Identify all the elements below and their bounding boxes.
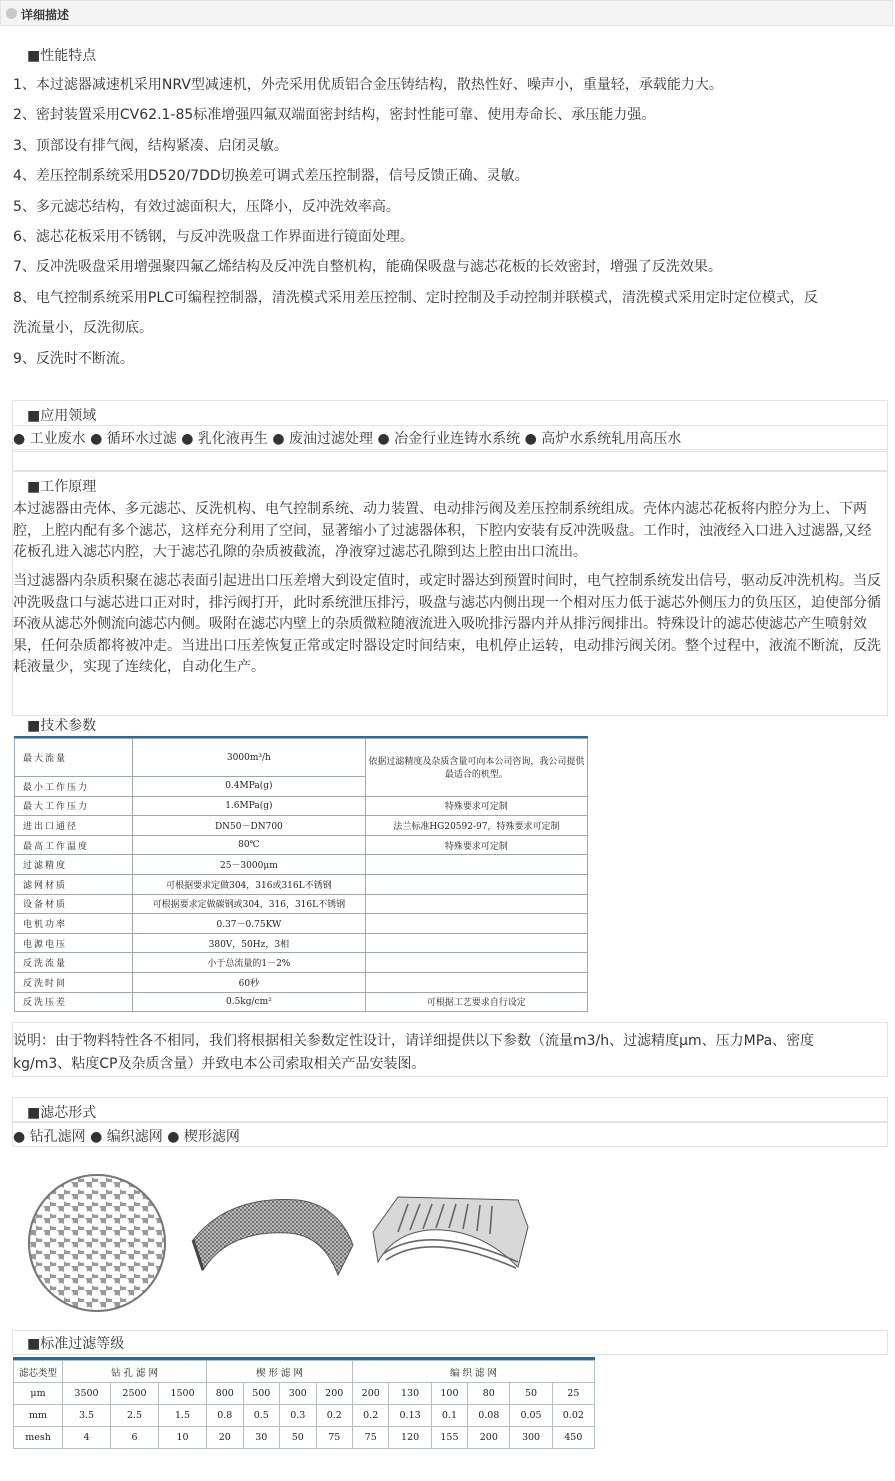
spec-name-cell: 反洗流量 bbox=[15, 953, 133, 973]
grade-value-cell: 50 bbox=[280, 1427, 316, 1449]
grade-value-cell: 80 bbox=[468, 1383, 510, 1405]
filter-forms-text: ● 钻孔滤网 ● 编织滤网 ● 楔形滤网 bbox=[13, 1129, 240, 1145]
grade-header-row bbox=[14, 1361, 595, 1383]
application-text: ● 工业废水 ● 循环水过滤 ● 乳化液再生 ● 废油过滤处理 ● 冶金行业连铸水系统 ● 高炉水系统轧用高压水 bbox=[13, 431, 682, 447]
principle-paragraph-1: 本过滤器由壳体、多元滤芯、反洗机构、电气控制系统、动力装置、电动排污阀及差压控制系统组成。壳体内滤芯花板将内腔分为上、下两腔，上腔内配有多个滤芯，这样充分利用了空间，显著缩小了过滤器体积，下腔内安装有反冲洗吸盘。工作时，浊液经入口进入过滤器,又经花板孔进入滤芯内腔，大于滤芯孔隙的杂质被截流，净液穿过滤芯孔隙到达上腔由出口流出。 bbox=[13, 501, 872, 560]
spec-row bbox=[15, 933, 588, 953]
grade-value-cell: 200 bbox=[316, 1383, 352, 1405]
spec-value-cell: 25－3000μm bbox=[132, 855, 365, 875]
spec-remark-cell bbox=[365, 933, 587, 953]
spec-value-cell: 0.4MPa(g) bbox=[132, 777, 365, 797]
grade-value-cell: 0.13 bbox=[389, 1405, 431, 1427]
feature-item: 8、电气控制系统采用PLC可编程控制器，清洗模式采用差压控制、定时控制及手动控制并联模式，清洗模式采用定时定位模式，反 bbox=[13, 289, 818, 306]
spec-value-cell: 3000m³/h bbox=[132, 739, 365, 777]
spec-name-cell: 电机功率 bbox=[15, 914, 133, 934]
spec-row bbox=[15, 835, 588, 855]
spec-value-cell: DN50－DN700 bbox=[132, 816, 365, 836]
filter-forms-title: ■滤芯形式 bbox=[27, 1105, 97, 1121]
principle-paragraph-2: 当过滤器内杂质积聚在滤芯表面引起进出口压差增大到设定值时，或定时器达到预置时间时，电气控制系统发出信号，驱动反冲洗机构。当反冲洗吸盘口与滤芯进口正对时，排污阀打开，此时系统泄压排污，吸盘与滤芯内侧出现一个相对压力低于滤芯外侧压力的负压区，迫使部分循环液从滤芯外侧流向滤芯内侧。吸附在滤芯内壁上的杂质微粒随液流进入吸吮排污器内并从排污阀排出。特殊设计的滤芯使滤芯产生喷射效果，任何杂质都将被冲走。当进出口压差恢复正常或定时器设定时间结束，电机停止运转，电动排污阀关闭。整个过程中，液流不断流，反洗耗液量少，实现了连续化，自动化生产。 bbox=[13, 573, 881, 675]
spec-name-cell: 反洗压差 bbox=[15, 992, 133, 1012]
grade-value-cell: 6 bbox=[111, 1427, 159, 1449]
spec-row bbox=[15, 874, 588, 894]
spec-remark-cell bbox=[365, 953, 587, 973]
grade-unit-cell: mm bbox=[14, 1405, 63, 1427]
detail-header bbox=[0, 0, 893, 26]
spec-remark-cell bbox=[365, 972, 587, 992]
wedge-wire-image bbox=[368, 1192, 533, 1272]
spec-row bbox=[15, 953, 588, 973]
feature-item: 3、顶部设有排气阀，结构紧凑、启闭灵敏。 bbox=[13, 137, 288, 154]
feature-item: 5、多元滤芯结构，有效过滤面积大，压降小，反冲洗效率高。 bbox=[13, 198, 400, 215]
grade-value-cell: 100 bbox=[431, 1383, 467, 1405]
spec-name-cell: 最小工作压力 bbox=[15, 777, 133, 797]
feature-item: 7、反冲洗吸盘采用增强聚四氟乙烯结构及反冲洗自整机构，能确保吸盘与滤芯花板的长效密封，增强了反洗效果。 bbox=[13, 259, 722, 276]
feature-item: 洗流量小，反洗彻底。 bbox=[13, 320, 153, 337]
spec-name-cell: 过滤精度 bbox=[15, 855, 133, 875]
grade-value-cell: 500 bbox=[243, 1383, 279, 1405]
grades-title: ■标准过滤等级 bbox=[27, 1336, 125, 1352]
spec-row bbox=[15, 914, 588, 934]
grade-value-cell: 3.5 bbox=[63, 1405, 111, 1427]
grade-value-cell: 50 bbox=[510, 1383, 552, 1405]
grade-value-cell: 20 bbox=[207, 1427, 243, 1449]
spec-name-cell: 最大工作压力 bbox=[15, 796, 133, 816]
grade-value-cell: 0.2 bbox=[352, 1405, 388, 1427]
specs-table bbox=[14, 738, 588, 1012]
grade-value-cell: 0.08 bbox=[468, 1405, 510, 1427]
grades-table bbox=[13, 1360, 595, 1449]
grade-value-cell: 155 bbox=[431, 1427, 467, 1449]
grade-value-cell: 2.5 bbox=[111, 1405, 159, 1427]
grade-value-cell: 1.5 bbox=[159, 1405, 207, 1427]
grade-unit-cell: μm bbox=[14, 1383, 63, 1405]
specs-note-line-1: 说明：由于物料特性各不相同，我们将根据相关参数定性设计，请详细提供以下参数（流量m3/h、过滤精度μm、压力MPa、密度 bbox=[13, 1033, 815, 1049]
grade-value-cell: 0.05 bbox=[510, 1405, 552, 1427]
grade-value-cell: 200 bbox=[352, 1383, 388, 1405]
grade-value-cell: 75 bbox=[352, 1427, 388, 1449]
spec-name-cell: 最高工作温度 bbox=[15, 835, 133, 855]
grade-value-cell: 0.8 bbox=[207, 1405, 243, 1427]
grade-row bbox=[14, 1405, 595, 1427]
spec-value-cell: 可根据要求定做碳钢或304，316，316L不锈钢 bbox=[132, 894, 365, 914]
grade-value-cell: 0.1 bbox=[431, 1405, 467, 1427]
spec-note-cell: 依据过滤精度及杂质含量可向本公司咨询，我公司提供最适合的机型。 bbox=[365, 739, 587, 797]
grade-value-cell: 450 bbox=[552, 1427, 594, 1449]
spec-remark-cell: 可根据工艺要求自行设定 bbox=[365, 992, 587, 1012]
application-title: ■应用领域 bbox=[27, 408, 97, 424]
spec-remark-cell bbox=[365, 894, 587, 914]
spec-row bbox=[15, 816, 588, 836]
spec-row bbox=[15, 992, 588, 1012]
spec-remark-cell bbox=[365, 855, 587, 875]
grade-value-cell: 2500 bbox=[111, 1383, 159, 1405]
grade-value-cell: 300 bbox=[510, 1427, 552, 1449]
spec-remark-cell: 特殊要求可定制 bbox=[365, 835, 587, 855]
grade-header-cell: 钻 孔 滤 网 bbox=[63, 1361, 207, 1383]
grade-value-cell: 30 bbox=[243, 1427, 279, 1449]
feature-item: 4、差压控制系统采用D520/7DD切换差可调式差压控制器，信号反馈正确、灵敏。 bbox=[13, 168, 529, 185]
spec-value-cell: 80℃ bbox=[132, 835, 365, 855]
grade-value-cell: 0.2 bbox=[316, 1405, 352, 1427]
grade-value-cell: 25 bbox=[552, 1383, 594, 1405]
spec-row bbox=[15, 894, 588, 914]
grade-value-cell: 75 bbox=[316, 1427, 352, 1449]
spec-row bbox=[15, 855, 588, 875]
grade-value-cell: 800 bbox=[207, 1383, 243, 1405]
spec-name-cell: 设备材质 bbox=[15, 894, 133, 914]
grade-unit-cell: mesh bbox=[14, 1427, 63, 1449]
grade-value-cell: 300 bbox=[280, 1383, 316, 1405]
grade-row bbox=[14, 1427, 595, 1449]
header-title: 详细描述 bbox=[21, 8, 70, 22]
spec-value-cell: 1.6MPa(g) bbox=[132, 796, 365, 816]
spec-value-cell: 0.5kg/cm² bbox=[132, 992, 365, 1012]
spec-remark-cell bbox=[365, 874, 587, 894]
spec-remark-cell: 法兰标准HG20592-97，特殊要求可定制 bbox=[365, 816, 587, 836]
grade-value-cell: 10 bbox=[159, 1427, 207, 1449]
grade-value-cell: 4 bbox=[63, 1427, 111, 1449]
specs-title: ■技术参数 bbox=[27, 718, 97, 734]
grade-value-cell: 130 bbox=[389, 1383, 431, 1405]
spec-value-cell: 380V，50Hz，3相 bbox=[132, 933, 365, 953]
grade-value-cell: 1500 bbox=[159, 1383, 207, 1405]
grade-row bbox=[14, 1383, 595, 1405]
grade-header-cell: 编 织 滤 网 bbox=[352, 1361, 594, 1383]
feature-item: 6、滤芯花板采用不锈钢，与反冲洗吸盘工作界面进行镜面处理。 bbox=[13, 229, 414, 245]
feature-item: 2、密封装置采用CV62.1-85标准增强四氟双端面密封结构，密封性能可靠、使用寿命长、承压能力强。 bbox=[13, 107, 656, 124]
spec-value-cell: 60秒 bbox=[132, 972, 365, 992]
spec-value-cell: 小于总流量的1－2% bbox=[132, 953, 365, 973]
principle-title: ■工作原理 bbox=[27, 479, 97, 495]
spec-name-cell: 反洗时间 bbox=[15, 972, 133, 992]
grade-value-cell: 3500 bbox=[63, 1383, 111, 1405]
woven-mesh-image bbox=[188, 1185, 358, 1280]
bullet-circle-icon bbox=[6, 8, 17, 19]
spec-name-cell: 滤网材质 bbox=[15, 874, 133, 894]
drilled-mesh-image bbox=[22, 1158, 172, 1328]
features-title: ■性能特点 bbox=[27, 48, 97, 64]
spec-value-cell: 可根据要求定做304，316或316L不锈钢 bbox=[132, 874, 365, 894]
spec-remark-cell: 特殊要求可定制 bbox=[365, 796, 587, 816]
grade-value-cell: 120 bbox=[389, 1427, 431, 1449]
grade-header-cell: 滤芯类型 bbox=[14, 1361, 63, 1383]
feature-item: 1、本过滤器减速机采用NRV型减速机，外壳采用优质铝合金压铸结构，散热性好、噪声小，重量轻，承载能力大。 bbox=[13, 77, 723, 93]
feature-item: 9、反洗时不断流。 bbox=[13, 350, 134, 367]
spec-row bbox=[15, 796, 588, 816]
spec-row bbox=[15, 739, 588, 777]
grade-value-cell: 0.5 bbox=[243, 1405, 279, 1427]
spec-name-cell: 进出口通径 bbox=[15, 816, 133, 836]
spec-name-cell: 最大流量 bbox=[15, 739, 133, 777]
grade-header-cell: 楔 形 滤 网 bbox=[207, 1361, 353, 1383]
spec-remark-cell bbox=[365, 914, 587, 934]
grade-value-cell: 200 bbox=[468, 1427, 510, 1449]
spec-name-cell: 电源电压 bbox=[15, 933, 133, 953]
spec-row bbox=[15, 972, 588, 992]
spec-value-cell: 0.37－0.75KW bbox=[132, 914, 365, 934]
specs-note-line-2: kg/m3、粘度CP及杂质含量）并致电本公司索取相关产品安装图。 bbox=[13, 1056, 426, 1072]
grade-value-cell: 0.3 bbox=[280, 1405, 316, 1427]
grade-value-cell: 0.02 bbox=[552, 1405, 594, 1427]
